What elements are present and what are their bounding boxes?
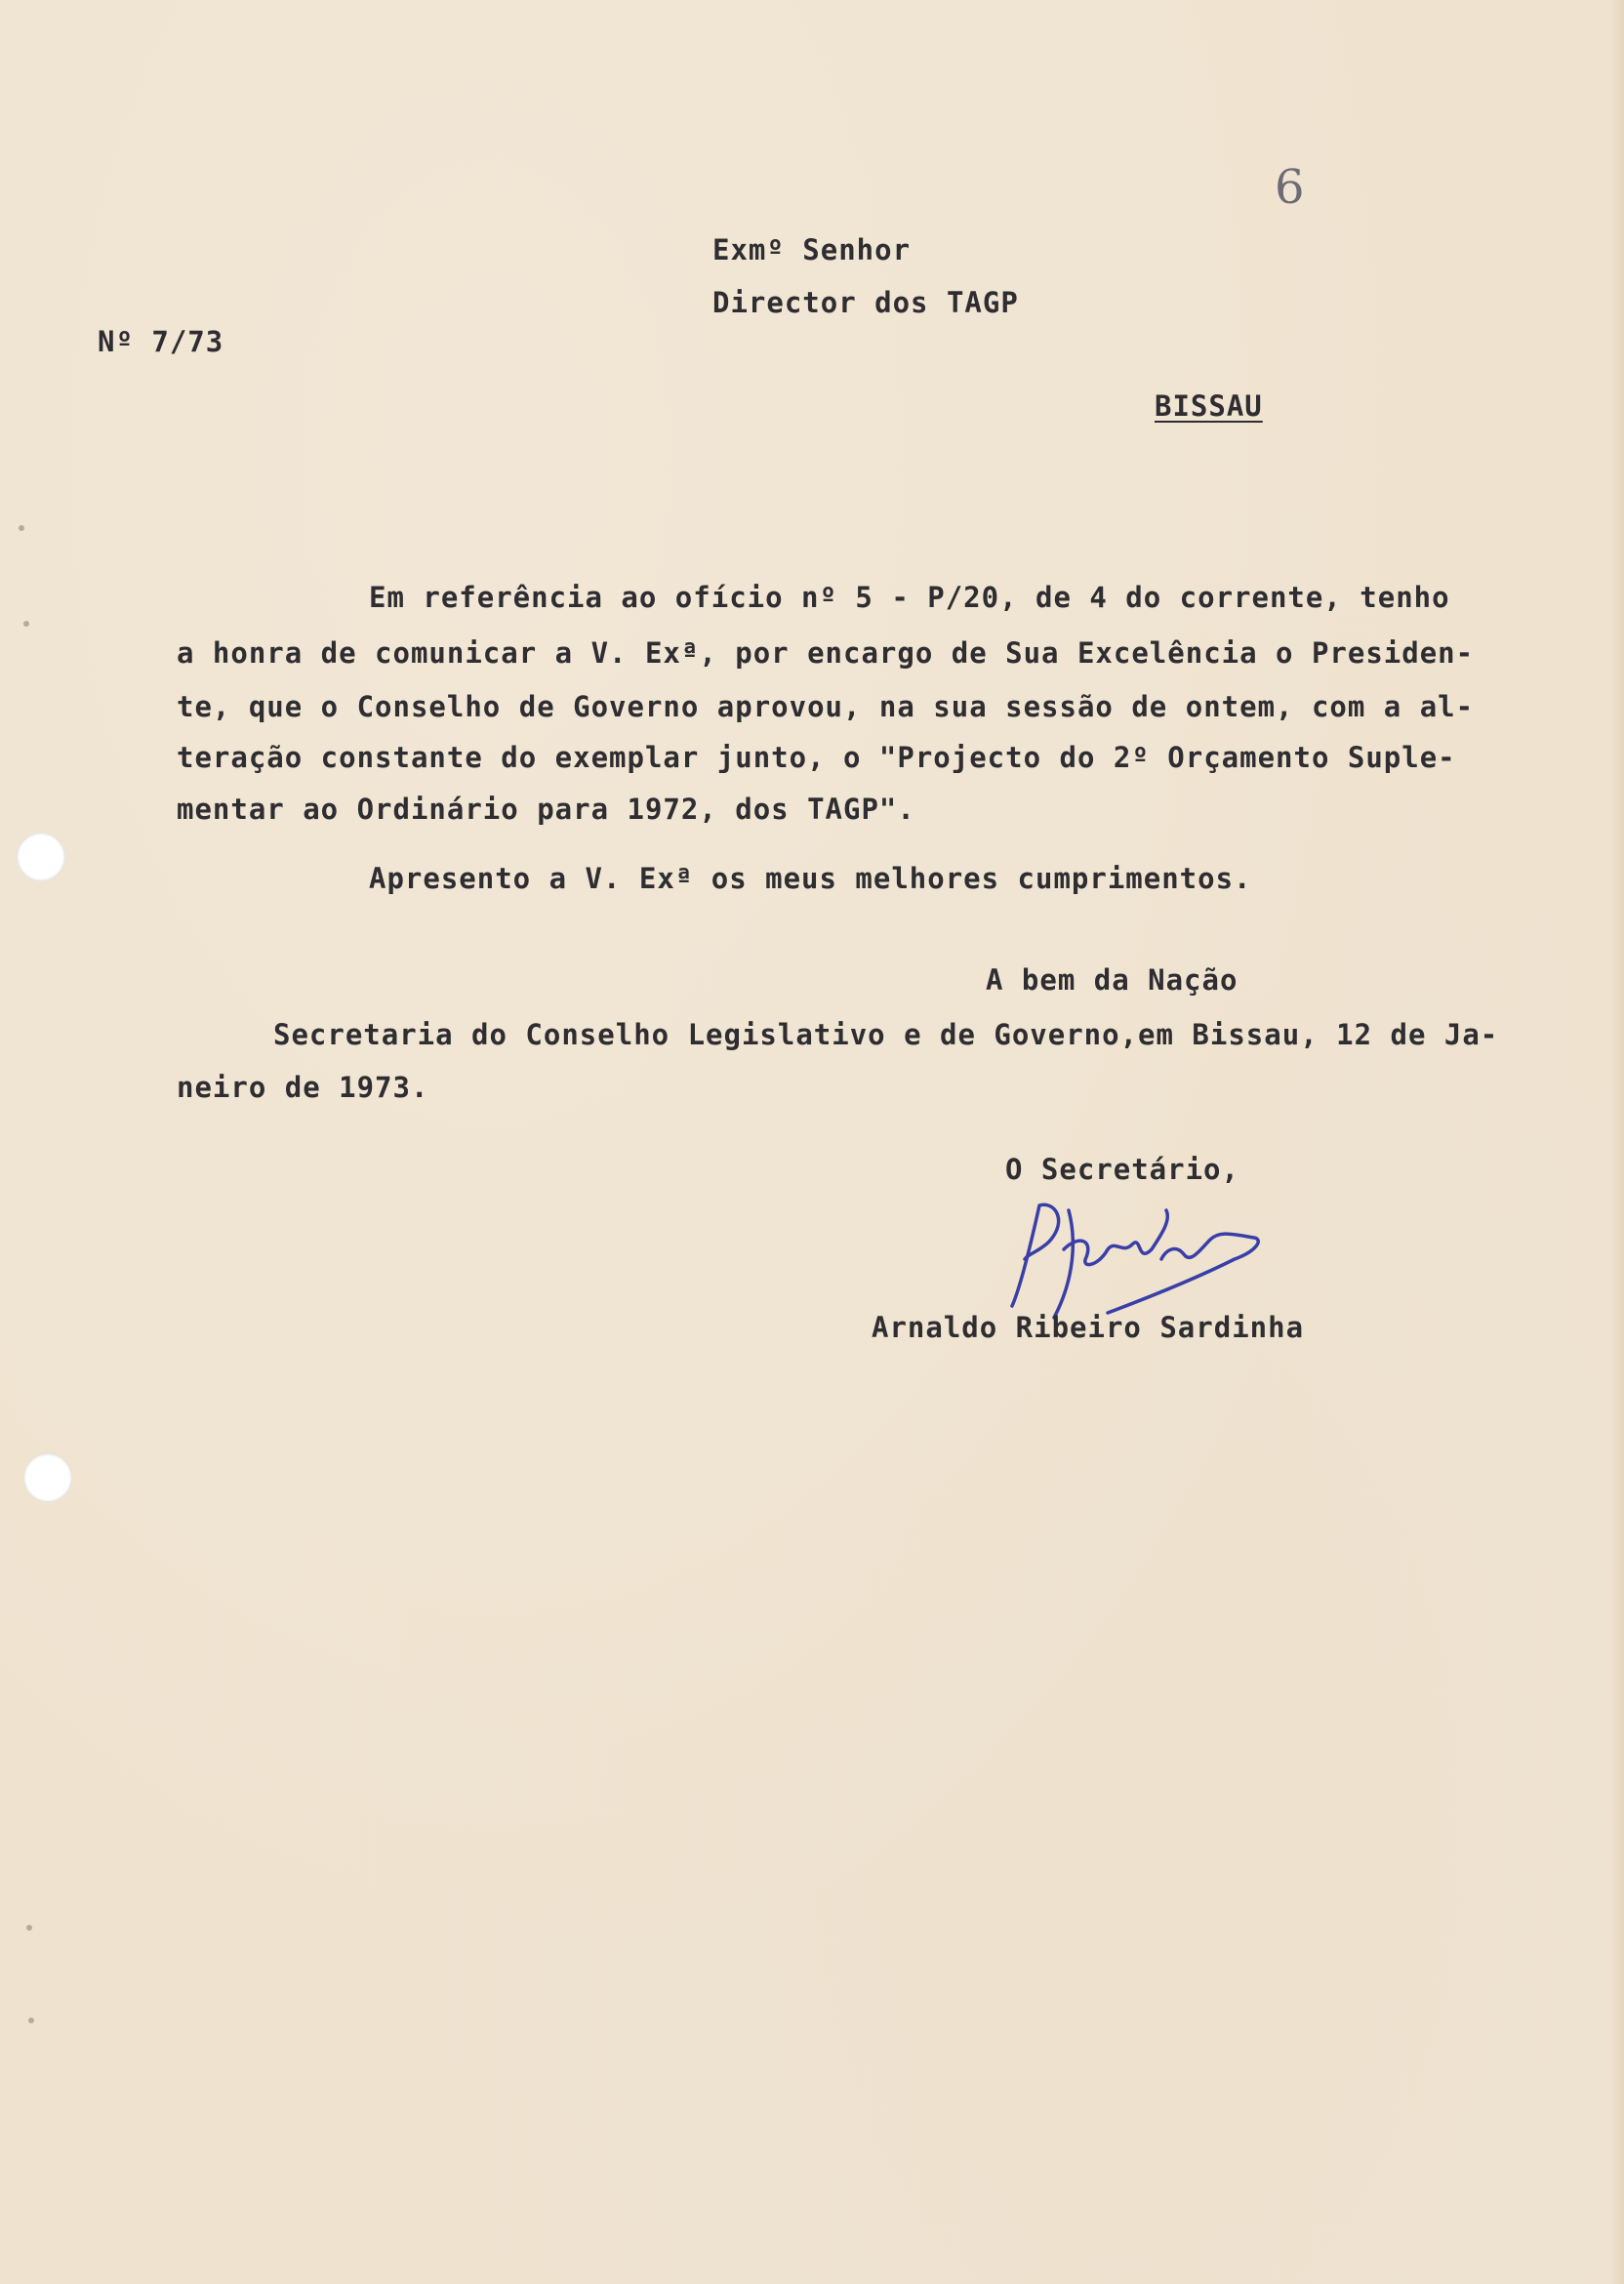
margin-speck [28, 2018, 34, 2023]
body-paragraph-1-line-3: te, que o Conselho de Governo aprovou, na sua sessão de ontem, com a al- [177, 690, 1475, 723]
reference-number: Nº 7/73 [98, 325, 224, 358]
signatory-name: Arnaldo Ribeiro Sardinha [872, 1311, 1305, 1344]
handwritten-signature [1000, 1181, 1283, 1327]
page-edge-shadow [1610, 0, 1624, 2284]
addressee-line-2: Director dos TAGP [712, 286, 1019, 319]
closing-salutation: A bem da Nação [986, 963, 1238, 997]
margin-speck [26, 1925, 32, 1931]
place-date-line-2: neiro de 1973. [177, 1071, 429, 1104]
body-paragraph-1-line-5: mentar ao Ordinário para 1972, dos TAGP". [177, 793, 915, 826]
body-paragraph-2: Apresento a V. Exª os meus melhores cumprimentos. [369, 862, 1252, 895]
signatory-title: O Secretário, [1005, 1153, 1239, 1186]
body-paragraph-1-line-4: teração constante do exemplar junto, o "Projecto do 2º Orçamento Suple- [177, 741, 1456, 774]
handwritten-page-number: 6 [1275, 160, 1305, 215]
punch-hole-bottom [23, 1453, 72, 1502]
addressee-line-1: Exmº Senhor [712, 233, 912, 266]
body-paragraph-1-line-2: a honra de comunicar a V. Exª, por encargo de Sua Excelência o Presiden- [177, 636, 1475, 670]
margin-speck [19, 525, 24, 531]
margin-speck [23, 621, 29, 627]
body-paragraph-1-line-1: Em referência ao ofício nº 5 - P/20, de 4 do corrente, tenho [369, 581, 1450, 614]
place-date-line-1: Secretaria do Conselho Legislativo e de Governo,em Bissau, 12 de Ja- [273, 1018, 1499, 1051]
addressee-city: BISSAU [1155, 389, 1263, 423]
punch-hole-top [17, 833, 65, 881]
